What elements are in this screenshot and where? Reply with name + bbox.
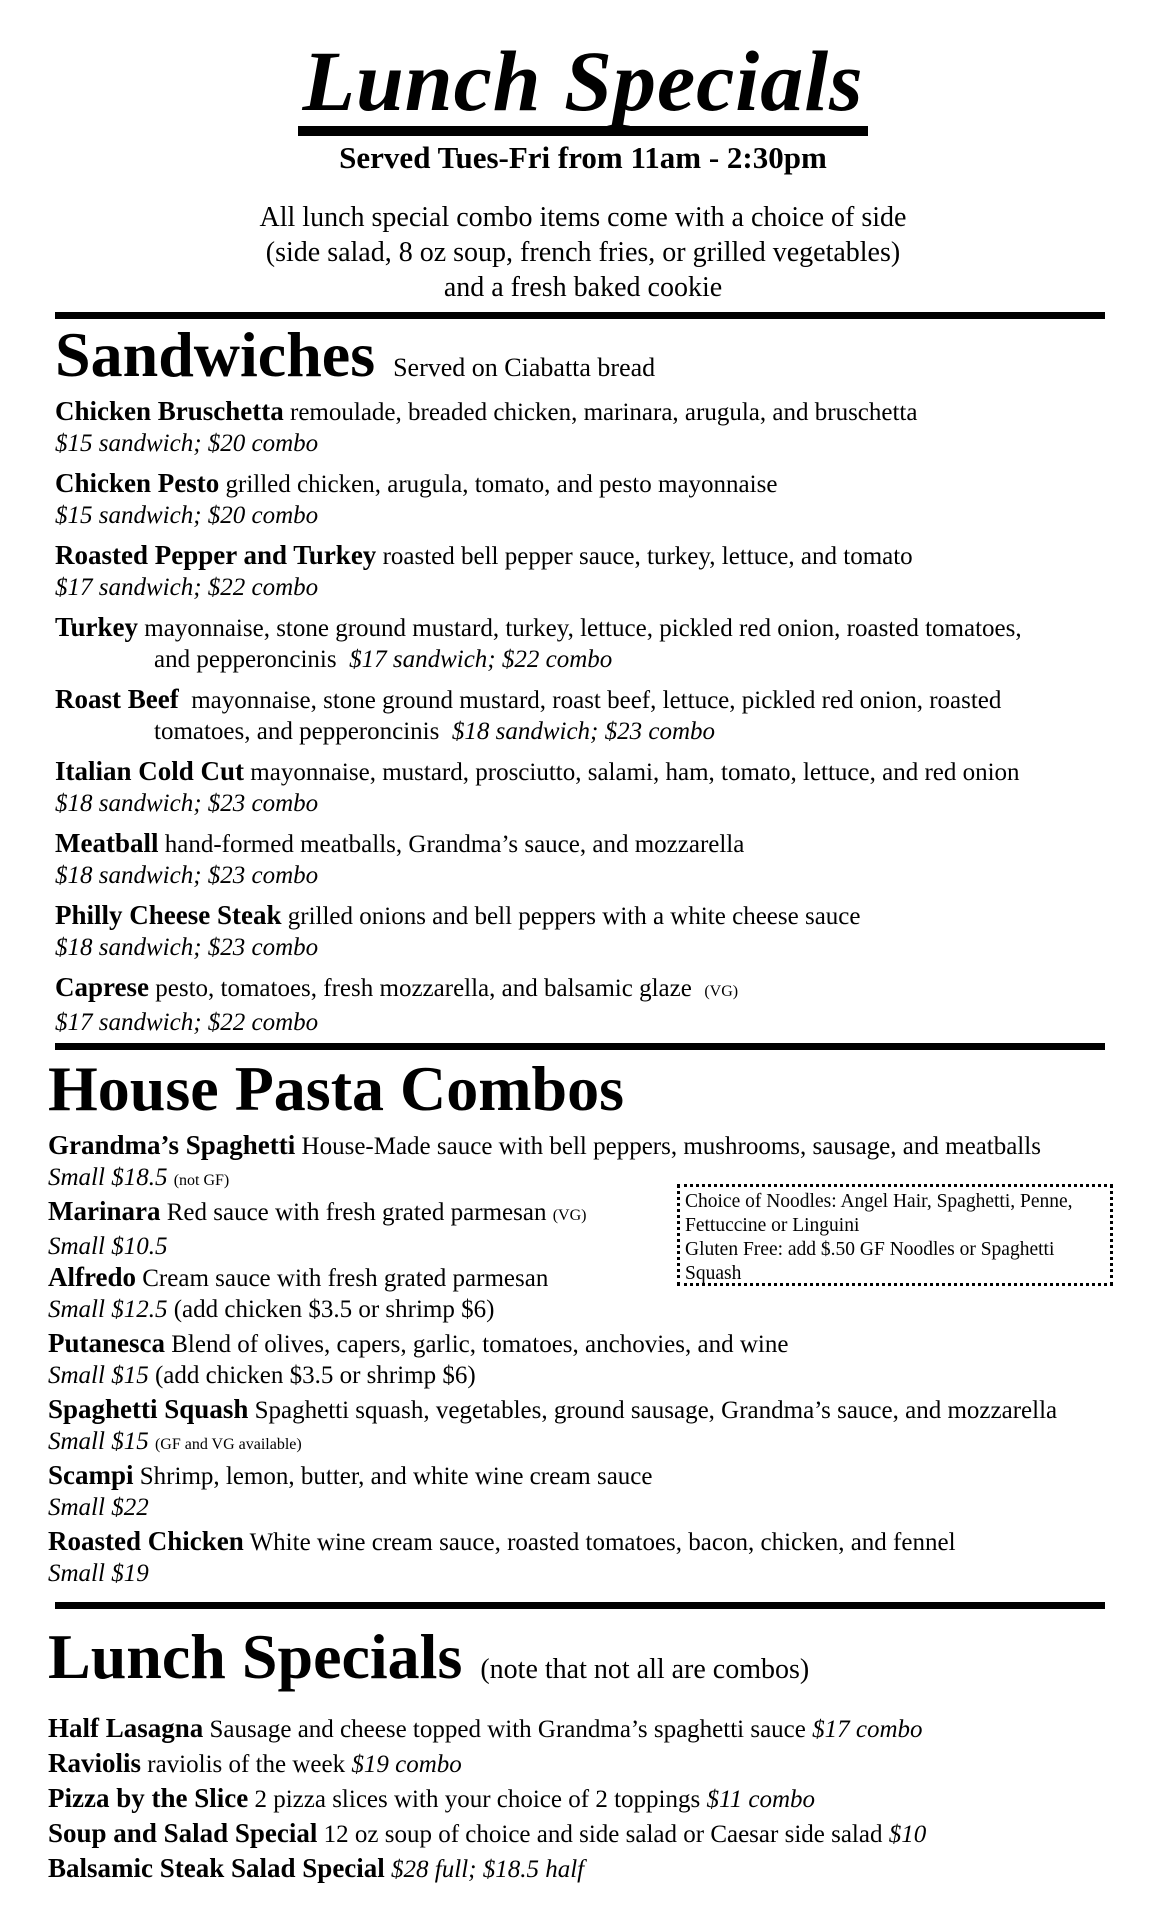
item-price: $18 sandwich; $23 combo xyxy=(451,718,716,745)
item-desc: Sausage and cheese topped with Grandma’s spaghetti sauce xyxy=(209,1716,806,1743)
item-name: Spaghetti Squash xyxy=(48,1394,249,1424)
item-desc: raviolis of the week xyxy=(147,1751,346,1778)
item-name: Philly Cheese Steak xyxy=(55,900,282,930)
menu-item xyxy=(55,396,917,459)
item-name: Marinara xyxy=(48,1196,161,1226)
item-desc: roasted bell pepper sauce, turkey, lettuce, and tomato xyxy=(382,543,913,570)
item-name: Turkey xyxy=(55,612,139,642)
item-name: Roasted Pepper and Turkey xyxy=(55,540,377,570)
menu-item xyxy=(48,1328,788,1391)
item-name: Italian Cold Cut xyxy=(55,756,245,786)
item-price: $15 sandwich; $20 combo xyxy=(55,430,319,457)
item-desc: pesto, tomatoes, fresh mozzarella, and balsamic glaze xyxy=(155,975,692,1002)
item-price: $18 sandwich; $23 combo xyxy=(55,790,319,817)
intro-line: and a fresh baked cookie xyxy=(443,272,723,303)
item-desc: White wine cream sauce, roasted tomatoes, bacon, chicken, and fennel xyxy=(249,1529,956,1556)
item-name: Putanesca xyxy=(48,1328,165,1358)
intro-text xyxy=(0,200,1166,305)
menu-item xyxy=(48,1853,584,1885)
item-price: $18 sandwich; $23 combo xyxy=(55,862,319,889)
item-desc-continued: tomatoes, and pepperoncinis xyxy=(154,718,440,745)
menu-item xyxy=(48,1713,923,1745)
specials-note: (note that not all are combos) xyxy=(480,1654,810,1685)
noodle-box-line: Gluten Free: add $.50 GF Noodles or Spaghetti xyxy=(685,1239,1055,1260)
noodle-box-line: Squash xyxy=(685,1263,742,1284)
menu-item xyxy=(55,468,777,531)
noodle-box-line: Fettuccine or Linguini xyxy=(685,1215,860,1236)
item-price: Small $10.5 xyxy=(48,1233,168,1260)
menu-item xyxy=(48,1526,956,1589)
item-price: $17 sandwich; $22 combo xyxy=(55,574,319,601)
page-title-text: Lunch Specials xyxy=(298,38,867,136)
item-desc: Blend of olives, capers, garlic, tomatoes, anchovies, and wine xyxy=(171,1331,789,1358)
item-price: Small $19 xyxy=(48,1560,149,1587)
menu-item xyxy=(48,1783,815,1815)
menu-item xyxy=(55,540,913,603)
specials-heading xyxy=(48,1620,809,1694)
item-price: $17 sandwich; $22 combo xyxy=(55,1009,319,1036)
item-name: Chicken Pesto xyxy=(55,468,220,498)
item-name: Roast Beef xyxy=(55,684,179,714)
item-price: Small $15 xyxy=(48,1428,149,1455)
item-desc: Cream sauce with fresh grated parmesan xyxy=(142,1265,549,1292)
item-desc: Spaghetti squash, vegetables, ground sausage, Grandma’s sauce, and mozzarella xyxy=(254,1397,1058,1424)
pasta-title: House Pasta Combos xyxy=(48,1053,625,1124)
item-desc: Shrimp, lemon, butter, and white wine cream sauce xyxy=(139,1463,653,1490)
page-title xyxy=(0,33,1166,136)
intro-line: (side salad, 8 oz soup, french fries, or grilled vegetables) xyxy=(265,237,901,268)
vegetarian-tag: (VG) xyxy=(704,983,739,1000)
item-price: $11 combo xyxy=(706,1786,815,1813)
item-desc: mayonnaise, mustard, prosciutto, salami, ham, tomato, lettuce, and red onion xyxy=(250,759,1020,786)
menu-item xyxy=(48,1196,586,1262)
item-name: Alfredo xyxy=(48,1262,136,1292)
item-name: Scampi xyxy=(48,1460,134,1490)
item-name: Grandma’s Spaghetti xyxy=(48,1130,296,1160)
menu-item xyxy=(48,1394,1057,1460)
menu-item xyxy=(55,972,738,1038)
item-tag: (GF and VG available) xyxy=(154,1436,302,1453)
specials-title: Lunch Specials xyxy=(48,1621,463,1692)
section-divider xyxy=(55,1043,1105,1050)
menu-item xyxy=(55,684,1001,747)
menu-item xyxy=(55,756,1020,819)
menu-item xyxy=(48,1262,548,1325)
item-name: Chicken Bruschetta xyxy=(55,396,284,426)
item-desc: remoulade, breaded chicken, marinara, arugula, and bruschetta xyxy=(290,399,918,426)
item-price: $10 xyxy=(888,1821,927,1848)
sandwiches-title: Sandwiches xyxy=(55,319,376,390)
section-divider xyxy=(55,1602,1105,1609)
item-price: $17 sandwich; $22 combo xyxy=(349,646,613,673)
menu-item xyxy=(48,1460,653,1523)
item-desc: 12 oz soup of choice and side salad or Caesar side salad xyxy=(323,1821,883,1848)
item-name: Balsamic Steak Salad Special xyxy=(48,1853,385,1883)
noodle-choice-box xyxy=(677,1184,1113,1286)
item-price: $18 sandwich; $23 combo xyxy=(55,934,319,961)
item-name: Meatball xyxy=(55,828,159,858)
item-desc: mayonnaise, stone ground mustard, turkey, lettuce, pickled red onion, roasted tomatoes, xyxy=(144,615,1022,642)
item-price: Small $15 xyxy=(48,1362,149,1389)
item-desc: mayonnaise, stone ground mustard, roast beef, lettuce, pickled red onion, roasted xyxy=(191,687,1002,714)
item-price: $17 combo xyxy=(812,1716,923,1743)
intro-line: All lunch special combo items come with a choice of side xyxy=(259,202,907,233)
item-desc: 2 pizza slices with your choice of 2 toppings xyxy=(254,1786,701,1813)
item-tag: (not GF) xyxy=(173,1172,230,1189)
item-price: $28 full; $18.5 half xyxy=(391,1856,585,1883)
item-name: Roasted Chicken xyxy=(48,1526,244,1556)
item-name: Pizza by the Slice xyxy=(48,1783,249,1813)
item-price: $19 combo xyxy=(351,1751,462,1778)
menu-item xyxy=(48,1748,462,1780)
item-price: Small $12.5 xyxy=(48,1296,168,1323)
item-desc: hand-formed meatballs, Grandma’s sauce, and mozzarella xyxy=(164,831,745,858)
item-price: $15 sandwich; $20 combo xyxy=(55,502,319,529)
item-name: Caprese xyxy=(55,972,149,1002)
item-desc: grilled onions and bell peppers with a white cheese sauce xyxy=(287,903,861,930)
sandwiches-note: Served on Ciabatta bread xyxy=(393,353,656,382)
menu-item xyxy=(55,612,1022,675)
noodle-box-line: Choice of Noodles: Angel Hair, Spaghetti, Penne, xyxy=(685,1191,1073,1212)
menu-item xyxy=(48,1818,926,1850)
item-name: Raviolis xyxy=(48,1748,142,1778)
sandwiches-heading xyxy=(55,318,655,392)
menu-item xyxy=(55,900,860,963)
item-desc: Red sauce with fresh grated parmesan xyxy=(166,1199,547,1226)
item-price-extra: (add chicken $3.5 or shrimp $6) xyxy=(154,1362,476,1389)
item-name: Half Lasagna xyxy=(48,1713,204,1743)
menu-item xyxy=(55,828,744,891)
vegetarian-tag: (VG) xyxy=(552,1207,587,1224)
item-name: Soup and Salad Special xyxy=(48,1818,318,1848)
served-hours: Served Tues-Fri from 11am - 2:30pm xyxy=(339,140,827,175)
item-desc-continued: and pepperoncinis xyxy=(154,646,337,673)
pasta-heading xyxy=(48,1052,624,1126)
item-desc: House-Made sauce with bell peppers, mushrooms, sausage, and meatballs xyxy=(301,1133,1041,1160)
item-price: Small $18.5 xyxy=(48,1164,168,1191)
item-desc: grilled chicken, arugula, tomato, and pesto mayonnaise xyxy=(225,471,778,498)
item-price: Small $22 xyxy=(48,1494,149,1521)
item-price-extra: (add chicken $3.5 or shrimp $6) xyxy=(173,1296,495,1323)
